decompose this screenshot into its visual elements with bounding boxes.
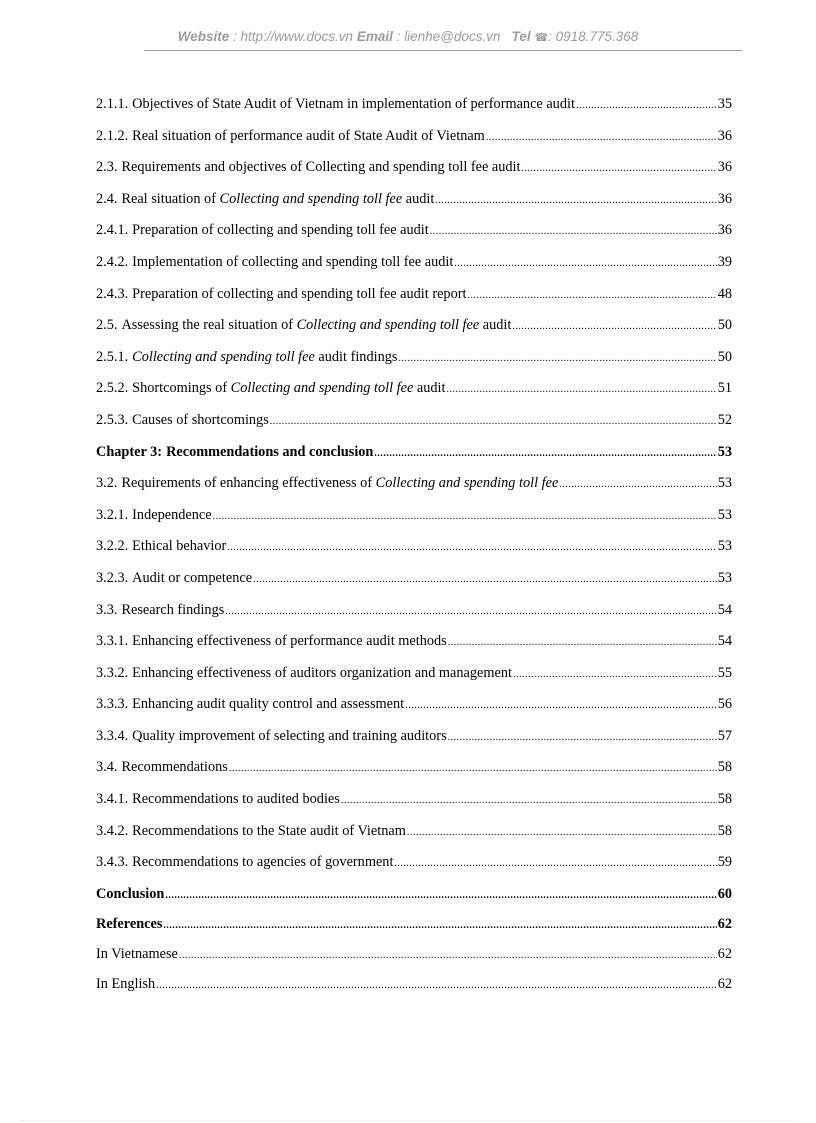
toc-entry-number: 3.4.2. — [96, 822, 129, 839]
website-label: Website — [177, 29, 230, 44]
toc-leader-dots — [486, 126, 717, 150]
toc-leader-dots — [454, 252, 716, 276]
toc-page-number: 52 — [717, 411, 732, 428]
toc-entry-title: Conclusion — [96, 885, 165, 902]
toc-leader-dots — [407, 821, 717, 845]
toc-entry-title: Audit or competence — [132, 569, 253, 586]
toc-entry-label — [96, 819, 406, 843]
toc-leader-dots — [448, 726, 717, 750]
toc-entry-italic-title: Collecting and spending toll fee — [375, 475, 559, 492]
toc-entry-title-suffix: audit — [402, 190, 435, 207]
toc-leader-dots — [467, 284, 716, 308]
toc-leader-dots — [225, 600, 716, 624]
toc-page-number: 50 — [717, 348, 732, 365]
toc-entry-number: 3.2.2. — [96, 538, 129, 555]
toc-entry[interactable] — [96, 92, 732, 124]
toc-entry-title: Implementation of collecting and spending toll fee audit — [132, 253, 454, 270]
toc-entry-title: Real situation of performance audit of State Audit of Vietnam — [132, 127, 485, 144]
toc-entry-label — [96, 912, 162, 936]
toc-entry[interactable] — [96, 912, 732, 942]
toc-entry[interactable] — [96, 503, 732, 535]
toc-entry-title: Real situation of — [121, 190, 220, 207]
toc-entry-label — [96, 882, 164, 906]
toc-leader-dots — [398, 347, 716, 371]
toc-entry-label — [96, 124, 485, 148]
toc-entry-italic-title: Collecting and spending toll fee — [296, 317, 480, 334]
toc-page-number: 53 — [717, 569, 732, 586]
toc-entry-number: 3.2.3. — [96, 569, 129, 586]
toc-entry[interactable] — [96, 345, 732, 377]
toc-page-number: 53 — [717, 538, 732, 555]
toc-entry-title: Research findings — [121, 601, 225, 618]
toc-entry[interactable] — [96, 819, 732, 851]
toc-entry-label — [96, 503, 212, 527]
table-of-contents — [96, 92, 732, 1002]
toc-page-number: 57 — [717, 727, 732, 744]
toc-entry-number: 3.4.3. — [96, 854, 129, 871]
toc-entry-title: In English — [96, 975, 156, 992]
toc-entry-label — [96, 629, 447, 653]
toc-page-number: 58 — [717, 791, 732, 808]
toc-page-number: 53 — [717, 475, 732, 492]
toc-leader-dots — [270, 410, 717, 434]
header-divider — [144, 50, 742, 51]
toc-entry-label — [96, 155, 520, 179]
footer-divider — [20, 1120, 796, 1121]
toc-leader-dots — [405, 694, 717, 718]
toc-entry-label — [96, 440, 373, 464]
toc-entry[interactable] — [96, 471, 732, 503]
toc-entry[interactable] — [96, 376, 732, 408]
toc-entry-number: 3.4. — [96, 759, 118, 776]
toc-entry-number: 3.2. — [96, 475, 118, 492]
toc-entry[interactable] — [96, 534, 732, 566]
toc-entry-label — [96, 724, 447, 748]
toc-page-number: 54 — [717, 601, 732, 618]
toc-entry[interactable] — [96, 755, 732, 787]
toc-entry-label — [96, 187, 434, 211]
toc-entry-number: 2.3. — [96, 159, 118, 176]
toc-entry[interactable] — [96, 724, 732, 756]
toc-entry-title: Quality improvement of selecting and training auditors — [132, 727, 447, 744]
toc-entry[interactable] — [96, 566, 732, 598]
toc-entry[interactable] — [96, 692, 732, 724]
toc-page-number: 53 — [717, 506, 732, 523]
toc-entry-title: Recommendations to audited bodies — [132, 791, 340, 808]
toc-entry[interactable] — [96, 850, 732, 882]
toc-entry-label — [96, 566, 252, 590]
email-value[interactable]: : lienhe@docs.vn — [396, 29, 501, 44]
toc-entry[interactable] — [96, 408, 732, 440]
toc-entry-title: Assessing the real situation of — [121, 317, 297, 334]
toc-entry[interactable] — [96, 155, 732, 187]
tel-value: : 0918.775.368 — [548, 29, 639, 44]
toc-entry-label — [96, 850, 393, 874]
toc-leader-dots — [165, 884, 716, 908]
website-value[interactable]: : http://www.docs.vn — [233, 29, 354, 44]
toc-entry-number: 2.4.3. — [96, 285, 129, 302]
toc-entry-number: 3.2.1. — [96, 506, 129, 523]
toc-page-number: 39 — [717, 253, 732, 270]
toc-entry-italic-title: Collecting and spending toll fee — [230, 380, 414, 397]
toc-entry-title: Recommendations and conclusion — [166, 443, 374, 460]
toc-leader-dots — [576, 94, 717, 118]
toc-entry[interactable] — [96, 972, 732, 1002]
toc-entry[interactable] — [96, 218, 732, 250]
toc-entry-number: 3.3.1. — [96, 633, 129, 650]
toc-leader-dots — [435, 189, 716, 213]
toc-entry-title: Enhancing effectiveness of performance audit methods — [132, 633, 447, 650]
toc-entry-number: 2.4. — [96, 190, 118, 207]
toc-page-number: 54 — [717, 633, 732, 650]
toc-entry-number: 2.5.1. — [96, 348, 129, 365]
toc-leader-dots — [341, 789, 717, 813]
toc-entry-label — [96, 345, 397, 369]
toc-page-number: 59 — [717, 854, 732, 871]
toc-entry-italic-title: Collecting and spending toll fee — [132, 348, 315, 365]
toc-entry[interactable] — [96, 187, 732, 219]
tel-label: Tel — [511, 29, 531, 44]
toc-entry-label — [96, 661, 512, 685]
toc-leader-dots — [253, 568, 717, 592]
toc-leader-dots — [227, 536, 716, 560]
toc-entry-number: 3.4.1. — [96, 791, 129, 808]
toc-entry[interactable] — [96, 250, 732, 282]
toc-page-number: 48 — [717, 285, 732, 302]
toc-entry[interactable] — [96, 598, 732, 630]
toc-entry-title: Recommendations — [121, 759, 228, 776]
toc-entry[interactable] — [96, 882, 732, 912]
toc-leader-dots — [374, 442, 716, 466]
toc-entry-number: 2.4.1. — [96, 222, 129, 239]
toc-entry[interactable] — [96, 282, 732, 314]
toc-leader-dots — [179, 944, 717, 968]
toc-leader-dots — [156, 974, 717, 998]
toc-entry[interactable] — [96, 313, 732, 345]
toc-entry-title: Preparation of collecting and spending toll fee audit report — [132, 285, 467, 302]
toc-leader-dots — [512, 315, 716, 339]
toc-page-number: 58 — [717, 822, 732, 839]
toc-entry-number: 2.1.2. — [96, 127, 129, 144]
toc-page-number: 53 — [717, 443, 732, 460]
toc-entry-italic-title: Collecting and spending toll fee — [219, 190, 403, 207]
toc-entry-title: Recommendations to agencies of government — [132, 854, 394, 871]
toc-entry-number: 3.3.4. — [96, 727, 129, 744]
toc-entry-title: Requirements of enhancing effectiveness of — [121, 475, 376, 492]
toc-entry-label — [96, 942, 178, 966]
toc-entry-label — [96, 692, 404, 716]
toc-entry-title-suffix: audit findings — [314, 348, 398, 365]
toc-entry-title: Enhancing effectiveness of auditors organization and management — [132, 664, 512, 681]
toc-entry[interactable] — [96, 787, 732, 819]
toc-entry-label — [96, 972, 155, 996]
toc-entry-number: 2.5. — [96, 317, 118, 334]
toc-entry-title: Independence — [132, 506, 212, 523]
toc-entry-number: 3.3.3. — [96, 696, 129, 713]
toc-leader-dots — [448, 631, 717, 655]
toc-leader-dots — [213, 505, 717, 529]
toc-entry-number: 2.1.1. — [96, 96, 129, 112]
toc-page-number: 36 — [717, 127, 732, 144]
toc-page-number: 62 — [717, 915, 732, 932]
toc-entry-number: Chapter 3: — [96, 443, 163, 460]
toc-entry[interactable] — [96, 124, 732, 156]
page-header — [0, 29, 816, 44]
toc-entry-label — [96, 787, 340, 811]
toc-entry-number: 2.5.3. — [96, 411, 129, 428]
toc-entry-label — [96, 534, 226, 558]
toc-leader-dots — [229, 757, 717, 781]
toc-entry[interactable] — [96, 629, 732, 661]
phone-icon: ☎ — [534, 32, 549, 44]
toc-entry-title: Causes of shortcomings — [132, 411, 269, 428]
toc-page-number: 36 — [717, 159, 732, 176]
toc-page-number: 58 — [717, 759, 732, 776]
toc-entry-label — [96, 313, 511, 337]
toc-page-number: 62 — [717, 975, 732, 992]
toc-entry-title: Requirements and objectives of Collecting and spending toll fee audit — [121, 159, 521, 176]
toc-entry[interactable] — [96, 661, 732, 693]
toc-page-number: 60 — [717, 885, 732, 902]
toc-entry-label — [96, 218, 429, 242]
toc-page-number: 51 — [717, 380, 732, 397]
toc-entry-label — [96, 376, 446, 400]
toc-entry-number: 3.3.2. — [96, 664, 129, 681]
toc-page-number: 62 — [717, 945, 732, 962]
toc-leader-dots — [447, 378, 717, 402]
toc-entry-title: Ethical behavior — [132, 538, 227, 555]
toc-entry-label — [96, 282, 466, 306]
toc-page-number: 36 — [717, 222, 732, 239]
toc-entry-label — [96, 408, 269, 432]
email-label: Email — [356, 29, 393, 44]
toc-leader-dots — [521, 157, 716, 181]
toc-entry-number: 2.5.2. — [96, 380, 129, 397]
toc-entry-title: Enhancing audit quality control and assessment — [132, 696, 405, 713]
toc-page-number: 50 — [717, 317, 732, 334]
toc-page-number: 56 — [717, 696, 732, 713]
toc-entry-label — [96, 250, 453, 274]
toc-leader-dots — [163, 914, 716, 938]
toc-entry-label — [96, 92, 575, 116]
toc-entry-label — [96, 598, 224, 622]
toc-entry-title: Objectives of State Audit of Vietnam in implementation of performance audit — [132, 96, 575, 112]
toc-leader-dots — [394, 852, 716, 876]
toc-leader-dots — [513, 663, 717, 687]
toc-entry-title: In Vietnamese — [96, 945, 178, 962]
toc-entry-number: 3.3. — [96, 601, 118, 618]
toc-entry-title: Preparation of collecting and spending toll fee audit — [132, 222, 429, 239]
toc-entry-title-suffix: audit — [479, 317, 512, 334]
toc-entry-label — [96, 755, 228, 779]
toc-entry-title-suffix: audit — [413, 380, 446, 397]
toc-entry-title: References — [96, 915, 163, 932]
toc-entry-title: Shortcomings of — [132, 380, 231, 397]
toc-entry-number: 2.4.2. — [96, 253, 129, 270]
toc-page-number: 35 — [717, 96, 732, 112]
toc-entry[interactable] — [96, 942, 732, 972]
toc-entry[interactable] — [96, 440, 732, 472]
toc-entry-label — [96, 471, 558, 495]
toc-entry-title: Recommendations to the State audit of Vietnam — [132, 822, 406, 839]
toc-leader-dots — [430, 220, 717, 244]
toc-leader-dots — [559, 473, 716, 497]
toc-page-number: 55 — [717, 664, 732, 681]
toc-page-number: 36 — [717, 190, 732, 207]
